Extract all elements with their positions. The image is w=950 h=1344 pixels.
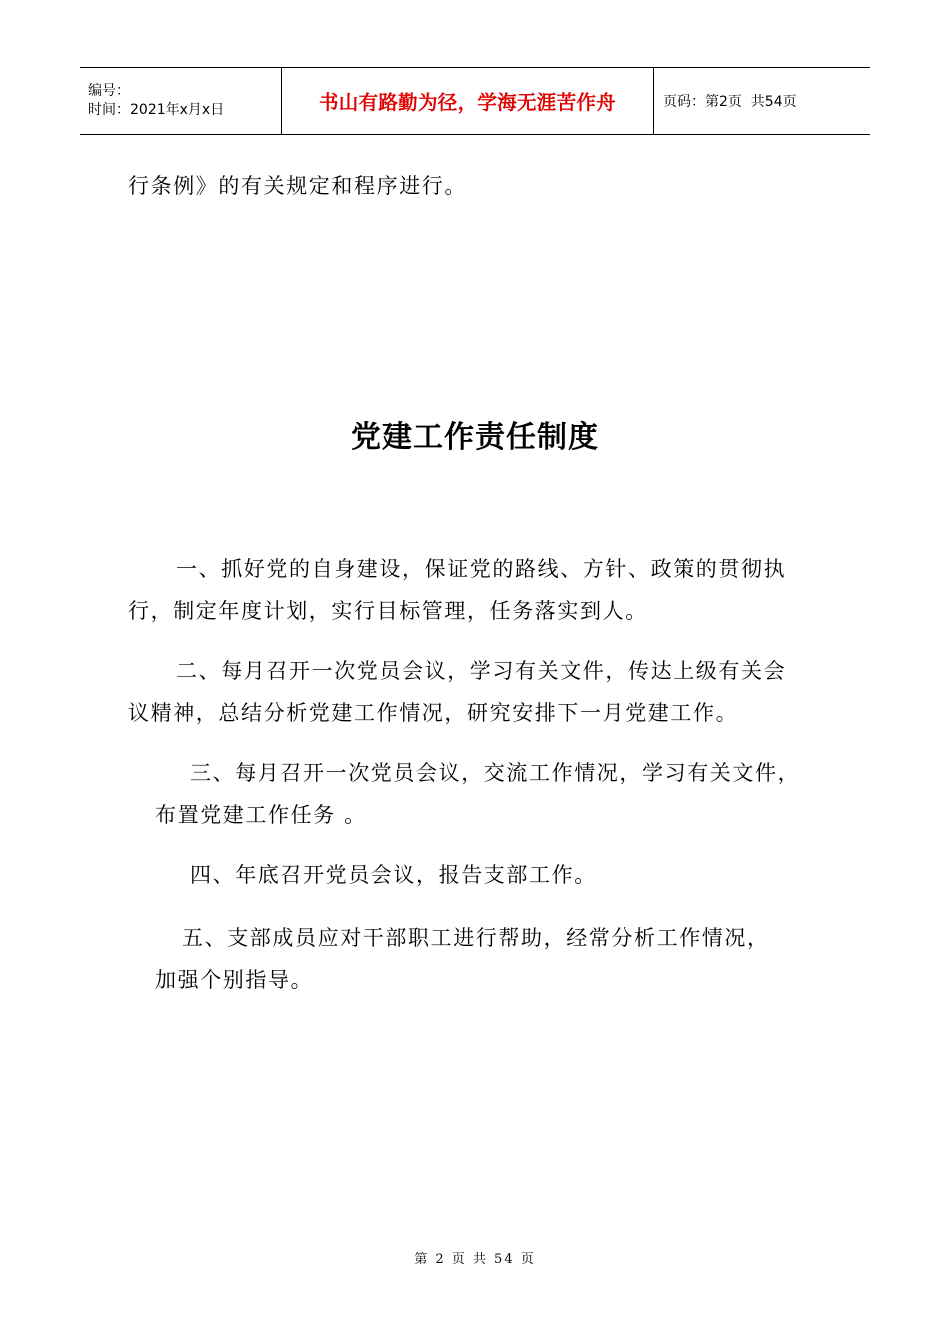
paragraph-1-line-2: 行，制定年度计划，实行目标管理，任务落实到人。 <box>128 599 648 623</box>
paragraph-3-line-1: 三、每月召开一次党员会议，交流工作情况，学习有关文件， <box>190 761 801 785</box>
header-page-info: 页码：第2页 共54页 <box>663 94 797 110</box>
paragraph-5-line-2: 加强个别指导。 <box>155 968 314 992</box>
header-page-cell <box>654 68 870 134</box>
continuation-text: 行条例》的有关规定和程序进行。 <box>128 174 467 198</box>
paragraph-4-line-1: 四、年底召开党员会议，报告支部工作。 <box>190 863 597 887</box>
header-meta-cell <box>80 68 282 134</box>
paragraph-1-line-1: 一、抓好党的自身建设，保证党的路线、方针、政策的贯彻执 <box>176 557 787 581</box>
paragraph-2-line-2: 议精神，总结分析党建工作情况，研究安排下一月党建工作。 <box>128 701 739 725</box>
document-title: 党建工作责任制度 <box>351 420 599 455</box>
time-label: 时间：2021年x月x日 <box>88 102 225 118</box>
paragraph-2-line-1: 二、每月召开一次党员会议，学习有关文件，传达上级有关会 <box>176 659 787 683</box>
header-motto: 书山有路勤为径，学海无涯苦作舟 <box>318 91 616 114</box>
number-label: 编号： <box>88 83 130 99</box>
document-header <box>80 67 870 135</box>
paragraph-3-line-2: 布置党建工作任务 。 <box>155 803 367 827</box>
header-motto-cell <box>282 68 654 134</box>
paragraph-5-line-1: 五、支部成员应对干部职工进行帮助，经常分析工作情况， <box>182 926 770 950</box>
page-footer: 第 2 页 共 54 页 <box>414 1252 536 1267</box>
